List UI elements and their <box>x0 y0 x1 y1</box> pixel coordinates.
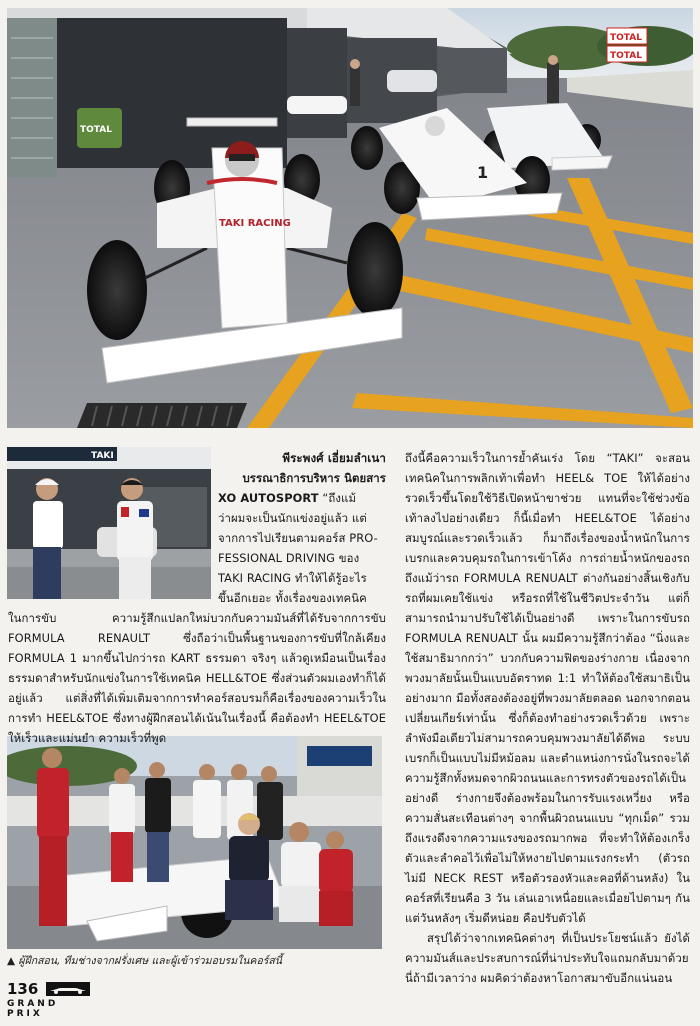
race-car-logo-icon <box>46 982 90 996</box>
intro-line-6: ขึ้นอีกเยอะ ทั้งเรื่องของเทคนิค <box>218 591 367 605</box>
intro-line-2: ว่าผมจะเป็นนักแข่งอยู่แล้ว แต่ <box>218 511 367 525</box>
pit-banner: TAKI <box>91 451 114 461</box>
article-body-left: ในการขับ ความรู้สึกแปลกใหม่บวกกับความมันส์ที่ได้รับจากการขับ FORMULA RENAULT ซึ่งถือว่าเป็นพื้นฐานของการขับที่ใกล้เคียง FORMULA 1 มากขึ้นไปกว่ารถ KART ธรรมดา จริงๆ แล้วดูเหมือนเป็นเรื่องธรรมดาสำหรับนักแข่งในการใช้เทคนิค HELL&TOE ซึ่งส่วนตัวผมเองทำก็ได้อยู่แล้ว แต่สิ่งที่ได้เพิ่มเติมจากการทำคอร์สอบรมก็คือเรื่องของความเร็วในการทำ HEEL&TOE ซึ่งทางผู้ฝึกสอนได้เน้นในเรื่องนี้ คือต้องทำ HEEL&TOE ให้เร็วและแม่นยำ ความเร็วที่พูด <box>8 611 386 745</box>
total-sign-1: TOTAL <box>610 33 642 43</box>
group-photo <box>7 736 382 949</box>
photo-caption: ▲ ผู้ฝึกสอน, ทีมช่างจากฝรั่งเศษ และผู้เข้าร่วมอบรมในคอร์สนี้ <box>7 955 282 967</box>
author-intro <box>218 448 386 608</box>
intro-line-5: TAKI RACING ทำให้ได้รู้อะไร <box>218 571 367 585</box>
paragraph-main: ถึงนี้คือความเร็วในการย้ำคันเร่ง โดย “TAKI” จะสอนเทคนิคในการพลิกเท้าเพื่อทำ HEEL& TOE ให้ได้อย่างรวดเร็วขึ้นโดยใช้วิธีเปิดหน้าขาช่วย แทนที่จะใช้ช่วงข้อเท้าลงไปอย่างเดียว ก็นี้เมื่อทำ HEEL&TOE ได้อย่างสมบูรณ์และรวดเร็วแล้ว ก็มาถึงเรื่องของน้ำหนักในการเบรกและควบคุมรถในการเข้าโค้ง การถ่ายน้ำหนักของรถ ถึงแม้ว่ารถ FORMULA RENUALT ต่างกันอย่างสิ้นเชิงกับรถที่ผมเคยใช้แข่ง หรือรถที่ใช้ในชีวิตประจำวัน แต่ก็สามารถนำมาปรับใช้ได้เป็นอย่างดี เพราะในการขับรถ FORMULA RENUALT นั้น ผมมีความรู้สึกว่าต้อง “นิ่งและใช้สมาธิมากกว่า” บวกกับความฟิตของร่างกาย เนื่องจากพวงมาลัยนั้นเป็นแบบอัตราทด 1:1 ทำให้ต้องใช้สมาธิเป็นอย่างมาก มือทั้งสองต้องอยู่ที่พวงมาลัยตลอด นอกจากตอนเปลี่ยนเกียร์เท่านั้น ซึ่งก็ต้องทำอย่างรวดเร็วด้วย เพราะลำพังมือเดียวไม่สามารถควบคุมพวงมาลัยได้ดีพอ ระบบเบรกก็เป็นแบบไม่มีหม้อลม และตำแหน่งการนั่งในรถจะได้ความรู้สึกทั้งหมดจากผิวถนนและการทรงตัวของรถได้เป็นอย่างดี ร่างกายจึงต้องพร้อมในการรับแรงเหวี่ยง หรือความสั่นสะเทือนต่างๆ จากพื้นผิวถนนแบบ “ทุกเม็ด” รวมถึงแรงดึงจากความแรงของรถมากพอ ที่จะทำให้ต้องเกร็งตัวและลำคอไว้เพื่อไม่ให้หงายไปตามแรงกระทำ (ตัวรถไม่มี NECK REST หรือตัวรองหัวและคอที่ด้านหลัง) ในคอร์สที่เรียนคือ 3 วัน เล่นเอาเหนื่อยและเมื่อยไปตามๆ กัน แต่วันหลังๆ เริ่มดีหน่อย คือปรับตัวได้ <box>405 451 690 925</box>
intro-line-4: FESSIONAL DRIVING ของ <box>218 551 360 565</box>
pit-lane-photo <box>7 447 211 599</box>
car-brand-decal: TAKI RACING <box>219 218 291 229</box>
wall-sign: TOTAL <box>80 125 112 135</box>
article-body-right <box>405 448 690 988</box>
paragraph-conclusion: สรุปได้ว่าจากเทคนิคต่างๆ ที่เป็นประโยชน์แล้ว ยังได้ความมันส์และประสบการณ์ที่น่าประทับใจแถมกลับมาด้วย นี่ถ้ามีเวลาว่าง ผมคิดว่าต้องหาโอกาสมาขับอีกแน่นอน <box>405 931 690 985</box>
hero-photo <box>7 8 693 428</box>
hero-photo-illustration <box>7 8 693 428</box>
pit-lane-illustration <box>7 447 211 599</box>
page-footer <box>7 978 97 1018</box>
author-name: พีระพงศ์ เอี่ยมลำเนา <box>282 451 386 465</box>
total-sign-2: TOTAL <box>610 51 642 61</box>
magazine-name-inline: XO AUTOSPORT <box>218 491 319 505</box>
page-number: 136 <box>7 979 39 998</box>
intro-line-3: จากการไปเรียนตามคอร์ส PRO- <box>218 531 378 545</box>
group-photo-illustration <box>7 736 382 949</box>
magazine-name: GRAND PRIX <box>7 998 59 1019</box>
author-title: บรรณาธิการบริหาร นิตยสาร <box>242 471 386 485</box>
intro-line-1: “ถึงแม้ <box>322 491 357 505</box>
car-number: 1 <box>477 163 489 182</box>
